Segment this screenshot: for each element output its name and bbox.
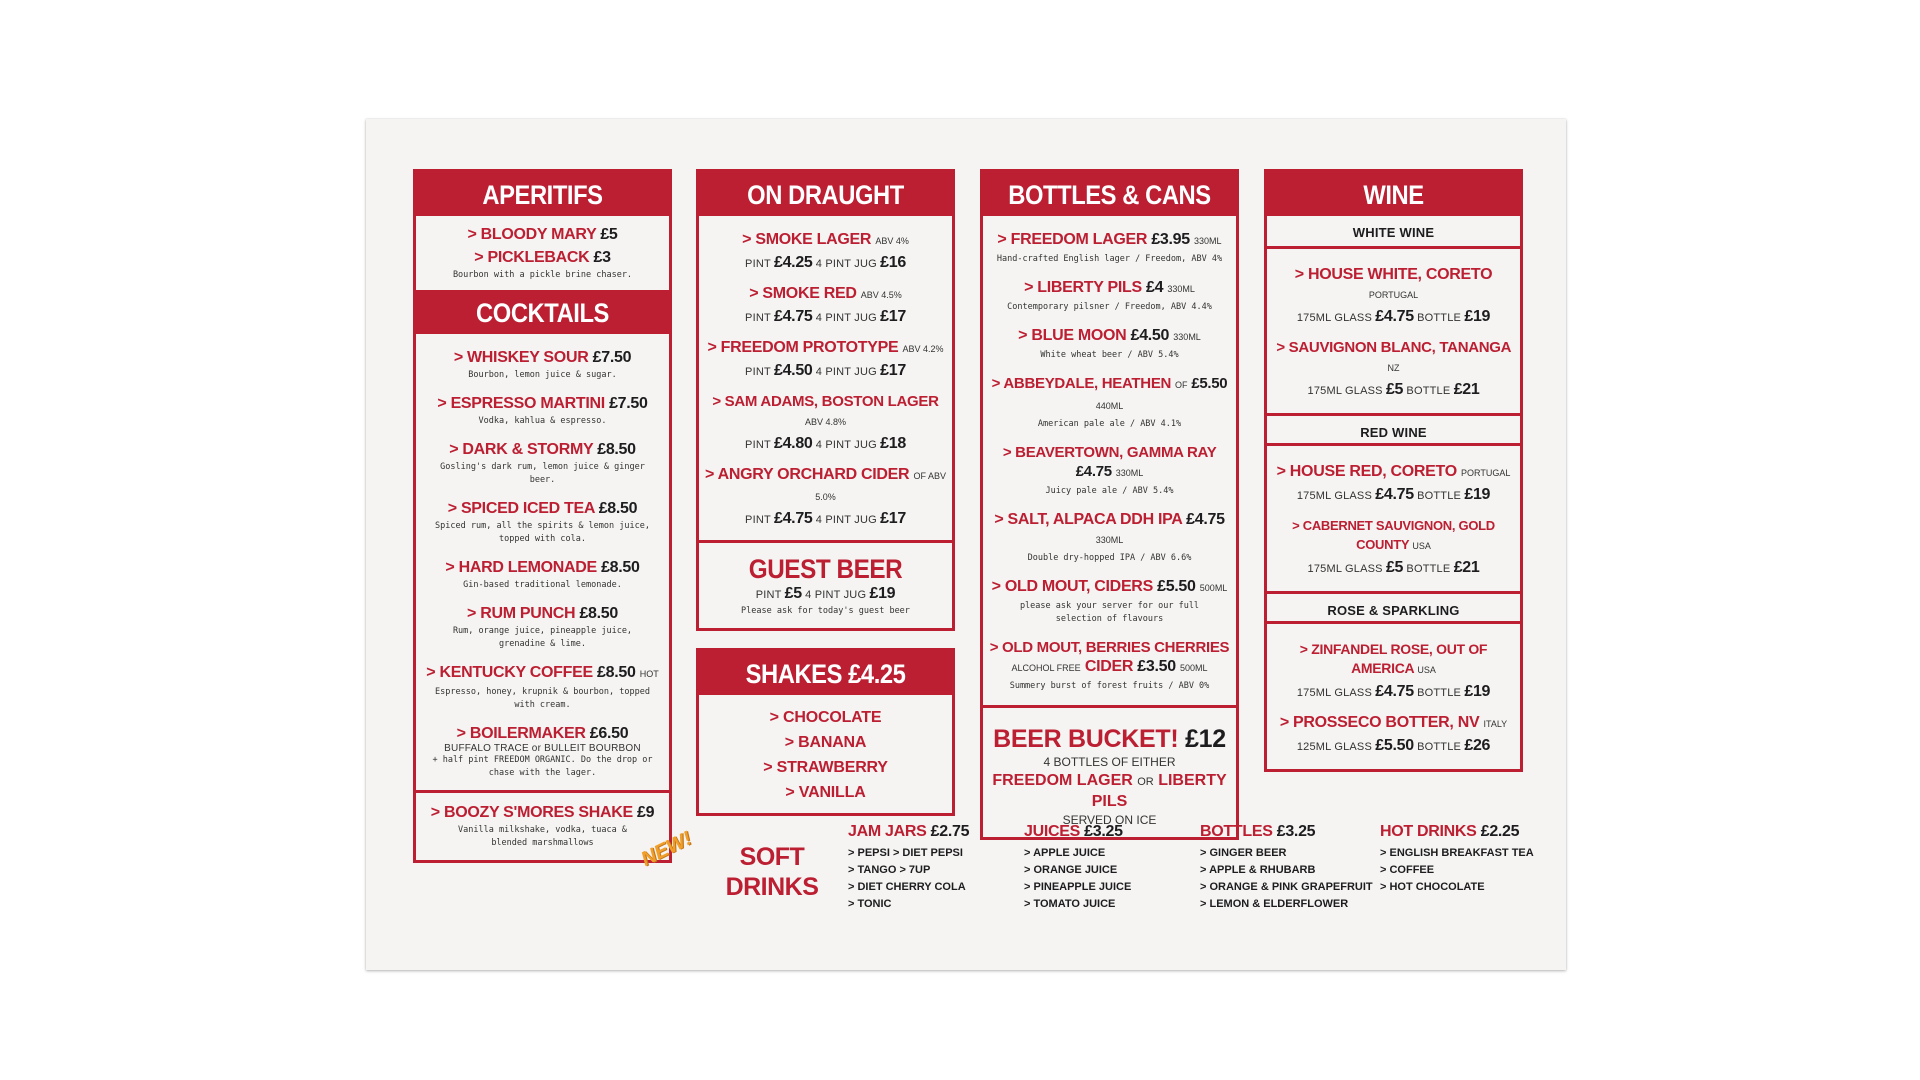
wine-title: WINE — [1282, 172, 1505, 216]
glass-price: £5 — [1385, 559, 1404, 576]
bottle-price: £21 — [1453, 381, 1480, 398]
menu-item — [703, 338, 948, 380]
pint-label: PINT — [745, 312, 771, 324]
soft-group — [848, 822, 1038, 913]
item-description: Contemporary pilsner / Freedom, ABV 4.4% — [1007, 302, 1212, 312]
menu-item — [420, 604, 665, 651]
soft-item: > GINGER BEER — [1200, 847, 1287, 859]
bottle-label: BOTTLE — [1417, 741, 1462, 753]
soft-item: > HOT CHOCOLATE — [1380, 881, 1485, 893]
item-abv: ABV 4.5% — [860, 290, 902, 300]
item-abv: ABV 4% — [875, 236, 909, 246]
group-price: £3.25 — [1084, 823, 1123, 840]
item-price: £4.50 — [1130, 327, 1170, 344]
bottle-label: BOTTLE — [1406, 563, 1451, 575]
group-price: £2.75 — [930, 823, 970, 840]
pint-label: PINT — [745, 514, 771, 526]
white-wine-heading: WHITE WINE — [1267, 216, 1520, 249]
menu-item — [703, 465, 948, 528]
bottle-price: £26 — [1464, 737, 1491, 754]
item-size: 330ML — [1115, 468, 1144, 478]
jug-price: £18 — [880, 435, 906, 452]
menu-item — [987, 638, 1232, 693]
item-origin: USA — [1412, 541, 1431, 551]
menu-item — [1271, 462, 1516, 504]
pint-price: £4.25 — [773, 254, 813, 271]
jug-price: £17 — [880, 308, 906, 325]
pint-label: PINT — [755, 589, 782, 601]
group-name: JUICES — [1024, 823, 1080, 840]
glass-price: £4.75 — [1375, 683, 1414, 700]
pint-label: PINT — [745, 258, 771, 270]
menu-item — [987, 577, 1232, 626]
bucket-option-1: FREEDOM LAGER — [992, 772, 1133, 789]
item-name: > FREEDOM PROTOTYPE — [707, 339, 899, 356]
soft-item: > TANGO > 7UP — [848, 864, 931, 876]
item-description: Espresso, honey, krupnik & bourbon, topped with cream. — [435, 687, 650, 710]
column-bottles — [980, 169, 1239, 840]
menu-item — [703, 284, 948, 326]
bottle-price: £19 — [1464, 308, 1491, 325]
guest-beer-title: GUEST BEER — [748, 554, 903, 584]
smores-section — [416, 790, 669, 860]
white-wine-list — [1267, 249, 1520, 413]
menu-item — [420, 348, 665, 382]
pint-price: £5 — [784, 585, 802, 602]
item-name: > ESPRESSO MARTINI — [437, 395, 605, 412]
item-name: > SAM ADAMS, BOSTON LAGER — [712, 393, 939, 410]
item-name: > PROSSECO BOTTER, NV — [1279, 714, 1480, 731]
item-price: £4 — [1146, 279, 1164, 296]
item-description: White wheat beer / ABV 5.4% — [1040, 350, 1179, 360]
menu-item — [987, 278, 1232, 314]
menu-item — [987, 443, 1232, 498]
menu-item — [1271, 338, 1516, 399]
menu-item — [420, 225, 665, 244]
bucket-price: £12 — [1185, 725, 1226, 753]
item-description: Gosling's dark rum, lemon juice & ginger beer. — [440, 462, 645, 485]
guest-beer-description: Please ask for today's guest beer — [741, 606, 910, 616]
shake-item: > STRAWBERRY — [763, 759, 888, 776]
cocktails-title: COCKTAILS — [431, 290, 654, 334]
menu-item — [420, 724, 665, 780]
soft-item: > TOMATO JUICE — [1024, 898, 1116, 910]
item-price: £7.50 — [609, 395, 648, 412]
item-size: 440ML — [1095, 401, 1124, 411]
shake-item: > BANANA — [784, 734, 867, 751]
item-name: > HOUSE WHITE, CORETO — [1294, 266, 1493, 283]
item-price: £4.75 — [1186, 511, 1225, 528]
menu-item — [987, 374, 1232, 431]
item-name: > BOILERMAKER — [456, 725, 586, 742]
rose-wine-list — [1267, 624, 1520, 769]
item-note: HOT — [639, 669, 659, 679]
item-name: > HARD LEMONADE — [445, 559, 597, 576]
jug-label: 4 PINT JUG — [805, 589, 867, 601]
item-size: 500ML — [1199, 583, 1228, 593]
item-name: > BLUE MOON — [1018, 327, 1127, 344]
group-price: £3.25 — [1276, 823, 1316, 840]
menu-item — [703, 230, 948, 272]
item-description: Summery burst of forest fruits / ABV 0% — [1009, 681, 1210, 691]
item-price: £7.50 — [592, 349, 632, 366]
item-description: + half pint FREEDOM ORGANIC. Do the drop or chase with the lager. — [432, 755, 653, 778]
item-origin: USA — [1417, 665, 1436, 675]
glass-label: 175ML GLASS — [1307, 385, 1383, 397]
item-description: Bourbon, lemon juice & sugar. — [468, 370, 617, 380]
item-name: > FREEDOM LAGER — [997, 231, 1148, 248]
glass-label: 175ML GLASS — [1296, 687, 1373, 699]
item-price: £4.75 — [1075, 463, 1112, 480]
item-origin: ITALY — [1483, 719, 1508, 729]
item-price: £8.50 — [579, 605, 618, 622]
aperitifs-title: APERITIFS — [431, 172, 654, 216]
wine-panel — [1264, 169, 1523, 772]
item-price: £3.50 — [1137, 658, 1176, 675]
item-name: > ANGRY ORCHARD CIDER — [705, 466, 910, 483]
shakes-list — [699, 695, 952, 813]
item-size: 500ML — [1179, 663, 1208, 673]
item-name: > RUM PUNCH — [467, 605, 576, 622]
item-name: > PICKLEBACK — [474, 249, 590, 266]
guest-beer-section — [699, 540, 952, 628]
pint-price: £4.75 — [773, 510, 813, 527]
jug-label: 4 PINT JUG — [815, 439, 877, 451]
pint-price: £4.75 — [773, 308, 813, 325]
item-description: Rum, orange juice, pineapple juice, grenadine & lime. — [452, 626, 633, 649]
glass-price: £5.50 — [1375, 737, 1414, 754]
bottle-label: BOTTLE — [1417, 312, 1462, 324]
shake-item: > VANILLA — [785, 784, 866, 801]
item-price: £8.50 — [598, 500, 638, 517]
item-name: > CABERNET SAUVIGNON, GOLD COUNTY — [1292, 518, 1495, 552]
item-price: £6.50 — [589, 725, 629, 742]
item-price: £5 — [600, 226, 618, 243]
beer-bucket-title — [987, 724, 1232, 754]
glass-price: £4.75 — [1375, 486, 1414, 503]
item-description: Hand-crafted English lager / Freedom, ABV 4% — [996, 254, 1223, 264]
bucket-line-1: 4 BOTTLES OF EITHER — [1043, 755, 1176, 769]
bottle-label: BOTTLE — [1417, 687, 1462, 699]
item-price: £5.50 — [1157, 578, 1196, 595]
shake-item: > CHOCOLATE — [769, 709, 882, 726]
soft-item: > LEMON & ELDERFLOWER — [1200, 898, 1349, 910]
jug-label: 4 PINT JUG — [815, 366, 877, 378]
item-name: > SMOKE RED — [749, 285, 857, 302]
item-description: Bourbon with a pickle brine chaser. — [452, 270, 633, 280]
soft-title-line-2: DRINKS — [725, 873, 819, 901]
menu-item — [420, 499, 665, 546]
bottle-label: BOTTLE — [1406, 385, 1451, 397]
soft-group — [1024, 822, 1214, 913]
soft-group — [1200, 822, 1390, 913]
soft-group — [1380, 822, 1570, 896]
item-description: Vodka, kahlua & espresso. — [478, 416, 607, 426]
menu-item — [420, 248, 665, 282]
glass-price: £4.75 — [1375, 308, 1414, 325]
item-abv: OF ABV 5.0% — [815, 471, 946, 502]
glass-label: 175ML GLASS — [1307, 563, 1383, 575]
item-description: American pale ale / ABV 4.1% — [1037, 419, 1182, 429]
item-price: £8.50 — [601, 559, 640, 576]
soft-drinks-title — [722, 842, 822, 902]
item-description: Juicy pale ale / ABV 5.4% — [1045, 486, 1174, 496]
bottle-label: BOTTLE — [1417, 490, 1462, 502]
glass-label: 175ML GLASS — [1296, 312, 1373, 324]
menu-item — [420, 394, 665, 428]
glass-label: 175ML GLASS — [1296, 490, 1373, 502]
rose-sparkling-heading: ROSE & SPARKLING — [1267, 591, 1520, 624]
item-size: 330ML — [1194, 236, 1222, 246]
new-badge: NEW! — [637, 827, 696, 871]
item-name: > BEAVERTOWN, GAMMA RAY — [1002, 444, 1217, 461]
item-name: > OLD MOUT, BERRIES CHERRIES — [989, 639, 1230, 656]
bottles-list — [983, 216, 1236, 705]
beer-bucket-section — [983, 705, 1236, 837]
menu-item — [1271, 713, 1516, 755]
red-wine-list — [1267, 446, 1520, 591]
menu-item — [1271, 265, 1516, 326]
group-name: HOT DRINKS — [1380, 823, 1477, 840]
item-abv: ABV 4.2% — [902, 344, 944, 354]
shakes-title: SHAKES £4.25 — [714, 651, 937, 695]
item-description: please ask your server for our full selection of flavours — [1019, 601, 1200, 624]
item-extra: OF — [1174, 380, 1188, 390]
item-name: > ZINFANDEL ROSE, OUT OF AMERICA — [1299, 641, 1488, 676]
soft-item: > COFFEE — [1380, 864, 1435, 876]
pint-label: PINT — [745, 366, 771, 378]
item-name: > BOOZY S'MORES SHAKE — [430, 804, 633, 821]
item-price: £3 — [593, 249, 611, 266]
menu-item — [987, 230, 1232, 266]
item-name: > BLOODY MARY — [467, 226, 597, 243]
soft-item: > DIET CHERRY COLA — [848, 881, 966, 893]
item-name: > SPICED ICED TEA — [447, 500, 595, 517]
red-wine-heading: RED WINE — [1267, 413, 1520, 446]
aperitifs-cocktails-panel — [413, 169, 672, 863]
cocktails-list — [416, 334, 669, 790]
jug-price: £17 — [880, 362, 906, 379]
column-draught — [696, 169, 955, 816]
bucket-or: OR — [1137, 776, 1154, 788]
menu-item — [987, 326, 1232, 362]
item-name-2: CIDER — [1084, 658, 1134, 675]
bottle-price: £21 — [1453, 559, 1480, 576]
item-name: > DARK & STORMY — [449, 441, 594, 458]
draught-title: ON DRAUGHT — [714, 172, 937, 216]
soft-item: > TONIC — [848, 898, 892, 910]
bucket-name: BEER BUCKET! — [993, 725, 1179, 753]
bucket-line-3: SERVED ON ICE — [1062, 813, 1157, 827]
soft-item: > ORANGE JUICE — [1024, 864, 1118, 876]
pint-price: £4.50 — [773, 362, 813, 379]
item-description: Double dry-hopped IPA / ABV 6.6% — [1027, 553, 1192, 563]
column-wine — [1264, 169, 1523, 772]
item-name: > SAUVIGNON BLANC, TANANGA — [1276, 339, 1511, 356]
soft-item: > APPLE JUICE — [1024, 847, 1106, 859]
pint-price: £4.80 — [773, 435, 813, 452]
item-line2: BUFFALO TRACE or BULLEIT BOURBON — [444, 743, 641, 754]
jug-label: 4 PINT JUG — [815, 312, 877, 324]
group-name: BOTTLES — [1200, 823, 1273, 840]
item-name: > ABBEYDALE, HEATHEN — [991, 375, 1172, 392]
jug-price: £17 — [880, 510, 906, 527]
item-description: Vanilla milkshake, vodka, tuaca & blended marshmallows — [458, 825, 627, 848]
item-description: Gin-based traditional lemonade. — [463, 580, 622, 590]
bottles-panel — [980, 169, 1239, 840]
bottles-title: BOTTLES & CANS — [998, 172, 1221, 216]
item-name: > WHISKEY SOUR — [453, 349, 589, 366]
menu-item — [420, 663, 665, 712]
menu-item — [1271, 516, 1516, 577]
item-abv: ABV 4.8% — [804, 417, 847, 427]
soft-item: > ENGLISH BREAKFAST TEA — [1380, 847, 1534, 859]
soft-item: > APPLE & RHUBARB — [1200, 864, 1316, 876]
item-origin: PORTUGAL — [1368, 290, 1419, 300]
jug-label: 4 PINT JUG — [815, 258, 877, 270]
menu-item — [987, 510, 1232, 565]
item-size: 330ML — [1173, 332, 1201, 342]
item-price: £8.50 — [597, 664, 636, 681]
glass-label: 125ML GLASS — [1296, 741, 1373, 753]
item-price: £5.50 — [1191, 375, 1228, 392]
item-name: > LIBERTY PILS — [1024, 279, 1142, 296]
item-size: 330ML — [1095, 535, 1124, 545]
jug-label: 4 PINT JUG — [815, 514, 877, 526]
item-description: Spiced rum, all the spirits & lemon juice, topped with cola. — [435, 521, 650, 544]
item-tag: ALCOHOL FREE — [1011, 663, 1081, 673]
draught-panel — [696, 169, 955, 631]
aperitifs-list — [416, 216, 669, 290]
item-origin: NZ — [1387, 363, 1400, 373]
group-price: £2.25 — [1480, 823, 1520, 840]
jug-price: £16 — [880, 254, 906, 271]
item-name: > OLD MOUT, CIDERS — [991, 578, 1153, 595]
soft-item: > ORANGE & PINK GRAPEFRUIT — [1200, 881, 1373, 893]
bucket-option-2: LIBERTY PILS — [1091, 772, 1227, 810]
item-name: > SMOKE LAGER — [742, 231, 872, 248]
pint-label: PINT — [745, 439, 771, 451]
glass-price: £5 — [1385, 381, 1404, 398]
menu-item — [420, 558, 665, 592]
item-name: > KENTUCKY COFFEE — [426, 664, 593, 681]
item-price: £8.50 — [597, 441, 636, 458]
soft-item: > PEPSI > DIET PEPSI — [848, 847, 963, 859]
menu-item — [420, 440, 665, 487]
shakes-panel — [696, 648, 955, 816]
draught-list — [699, 216, 952, 540]
item-origin: PORTUGAL — [1461, 468, 1511, 478]
menu-item — [1271, 640, 1516, 701]
column-aperitifs-cocktails — [413, 169, 672, 863]
soft-item: > PINEAPPLE JUICE — [1024, 881, 1132, 893]
item-name: > SALT, ALPACA DDH IPA — [994, 511, 1182, 528]
soft-title-line-1: SOFT — [739, 843, 805, 871]
item-name: > HOUSE RED, CORETO — [1276, 463, 1457, 480]
bottle-price: £19 — [1464, 486, 1491, 503]
jug-price: £19 — [869, 585, 896, 602]
menu-item — [703, 392, 948, 453]
group-name: JAM JARS — [848, 823, 927, 840]
item-size: 330ML — [1167, 284, 1195, 294]
item-price: £3.95 — [1151, 231, 1190, 248]
bottle-price: £19 — [1464, 683, 1491, 700]
item-price: £9 — [637, 804, 655, 821]
